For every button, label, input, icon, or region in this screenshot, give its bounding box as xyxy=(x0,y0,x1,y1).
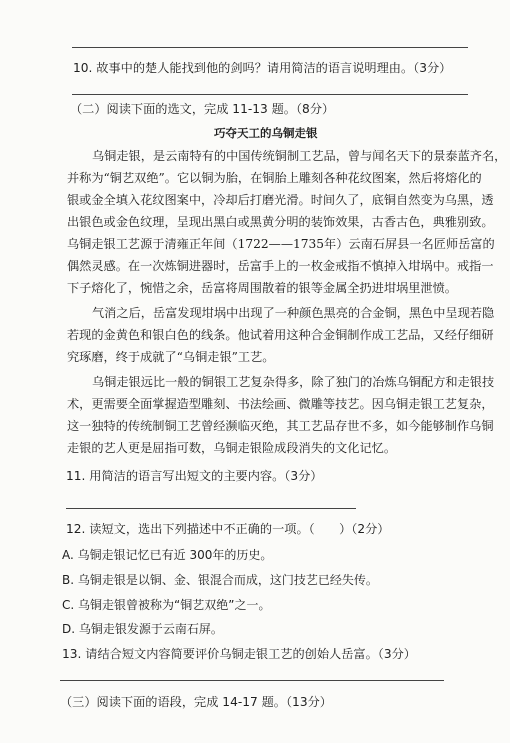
answer-line-q10 xyxy=(72,94,468,95)
passage-line-7: 下子熔化了，惋惜之余，岳富将周围散着的银等金属全扔进坩埚里泄愤。 xyxy=(67,281,457,295)
passage-title: 巧夺天工的乌铜走银 xyxy=(214,126,318,140)
passage-line-6: 偶然灵感。在一次炼铜进器时，岳富手上的一枚金戒指不慎掉入坩埚中。戒指一 xyxy=(67,259,494,273)
passage-line-4: 出银色或金色纹理，呈现出黑白或黑黄分明的装饰效果，古香古色，典雅别致。 xyxy=(67,215,494,229)
passage-line-11: 乌铜走银远比一般的铜银工艺复杂得多，除了独门的冶炼乌铜配方和走银技 xyxy=(92,375,495,389)
passage-line-1: 乌铜走银，是云南特有的中国传统铜制工艺品，曾与闻名天下的景泰蓝齐名， xyxy=(92,149,507,163)
section-3-header: （三）阅读下面的语段，完成 14-17 题。（13分） xyxy=(60,695,332,709)
passage-line-12: 术，更需要全面掌握造型雕刻、书法绘画、微雕等技艺。因乌铜走银工艺复杂， xyxy=(67,397,494,411)
answer-line-q11 xyxy=(66,508,356,509)
question-10: 10. 故事中的楚人能找到他的剑吗？请用简洁的语言说明理由。（3分） xyxy=(73,61,452,75)
passage-line-10: 究琢磨，终于成就了“乌铜走银”工艺。 xyxy=(67,350,275,364)
passage-line-5: 乌铜走银工艺源于清雍正年间（1722——1735年）云南石屏县一名匠师岳富的 xyxy=(67,237,495,251)
passage-line-2: 并称为“铜艺双绝”。它以铜为胎，在铜胎上雕刻各种花纹图案，然后将熔化的 xyxy=(67,171,482,185)
passage-line-13: 这一独特的传统制铜工艺曾经濒临灭绝，其工艺品存世不多，如今能够制作乌铜 xyxy=(67,419,494,433)
option-c: C. 乌铜走银曾被称为“铜艺双绝”之一。 xyxy=(62,598,271,612)
passage-line-3: 银或金全填入花纹图案中，冷却后打磨光滑。时间久了，底铜自然变为乌黑，透 xyxy=(67,193,494,207)
passage-line-8: 气消之后，岳富发现坩埚中出现了一种颜色黑亮的合金铜，黑色中呈现若隐 xyxy=(92,306,495,320)
answer-line-q13 xyxy=(60,680,444,681)
section-2-header: （二）阅读下面的选文，完成 11-13 题。（8分） xyxy=(70,102,335,116)
question-12: 12. 读短文，选出下列描述中不正确的一项。（ ）（2分） xyxy=(66,522,390,536)
option-b: B. 乌铜走银是以铜、金、银混合而成，这门技艺已经失传。 xyxy=(62,573,378,587)
option-d: D. 乌铜走银发源于云南石屏。 xyxy=(62,622,223,636)
passage-line-14: 走银的艺人更是屈指可数，乌铜走银险成段消失的文化记忆。 xyxy=(67,441,397,455)
question-13: 13. 请结合短文内容简要评价乌铜走银工艺的创始人岳富。（3分） xyxy=(62,647,416,661)
top-rule xyxy=(72,47,468,48)
question-11: 11. 用简洁的语言写出短文的主要内容。（3分） xyxy=(66,469,323,483)
option-a: A. 乌铜走银记忆已有近 300年的历史。 xyxy=(62,548,273,562)
passage-line-9: 若现的金黄色和银白色的线条。他试着用这种合金铜制作成工艺品，又经仔细研 xyxy=(67,328,494,342)
